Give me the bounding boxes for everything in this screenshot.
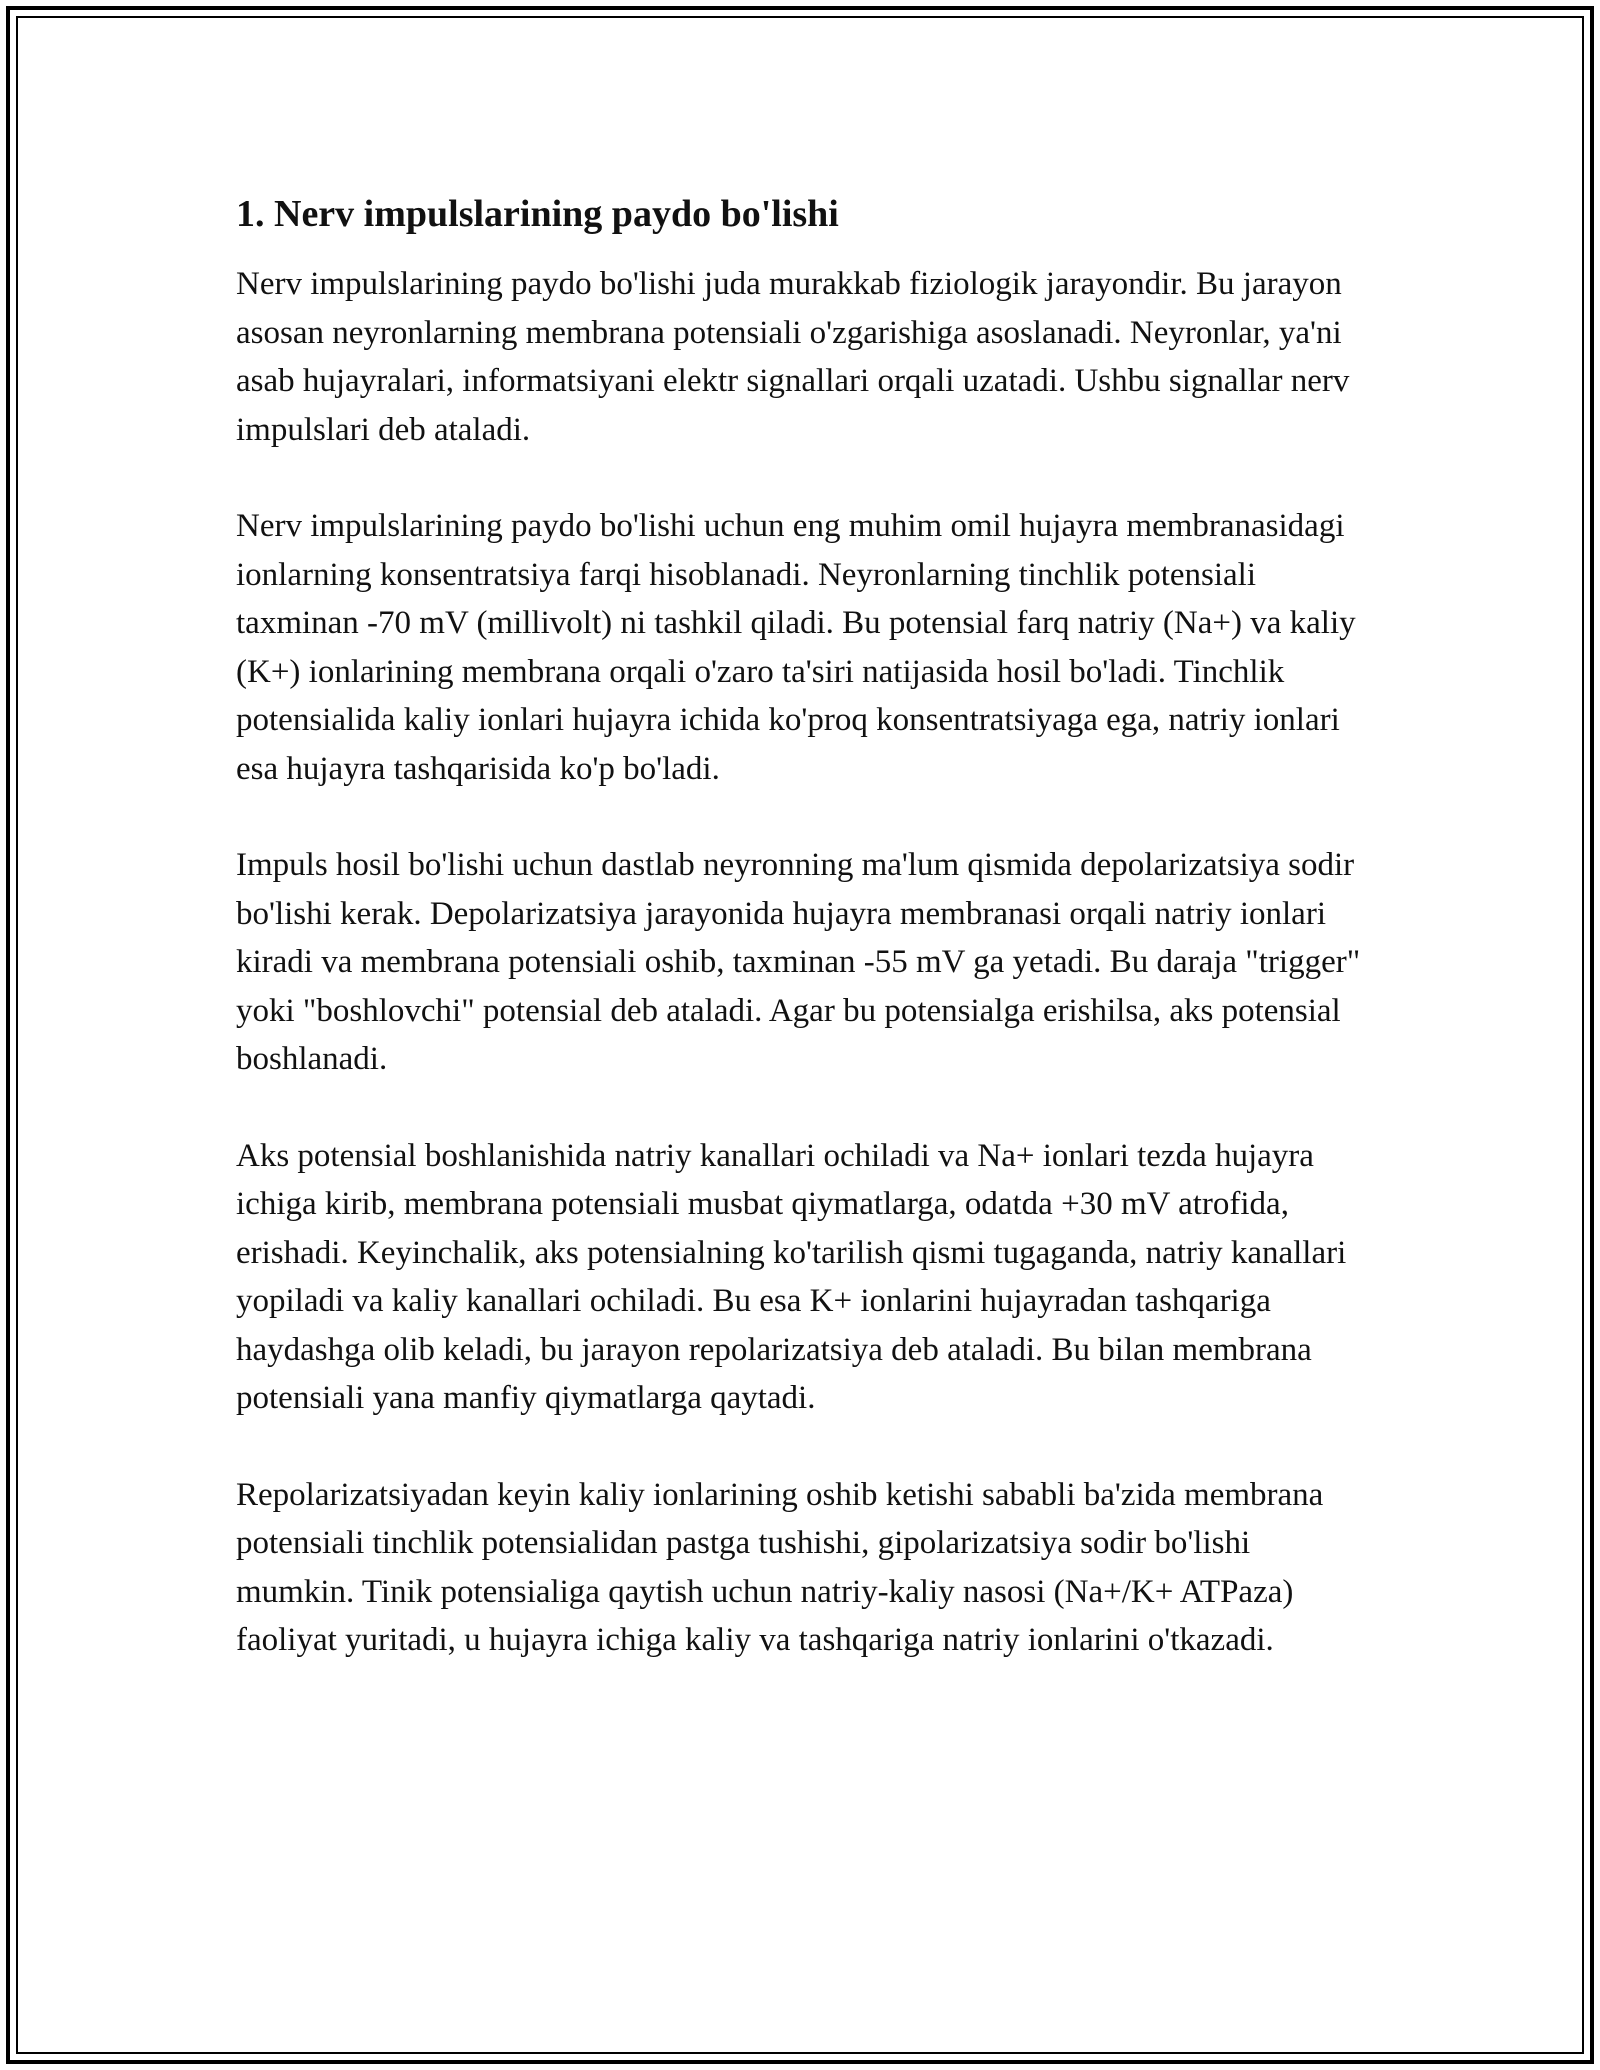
paragraph-2: Nerv impulslarining paydo bo'lishi uchun eng muhim omil hujayra membranasidagi ionlarning konsentratsiya farqi hisoblanadi. Neyronlarning tinchlik potensiali taxminan -70 mV (millivolt) ni tashkil qiladi. Bu potensial farq natriy (Na+) va kaliy (K+) ionlarining membrana orqali o'zaro ta'siri natijasida hosil bo'ladi. Tinchlik potensialida kaliy ionlari hujayra ichida ko'proq konsentratsiyaga ega, natriy ionlari esa hujayra tashqarisida ko'p bo'ladi. [236, 508, 1356, 787]
section-heading: 1. Nerv impulslarining paydo bo'lishi [236, 193, 839, 235]
paragraph-1: Nerv impulslarining paydo bo'lishi juda murakkab fiziologik jarayondir. Bu jarayon asosan neyronlarning membrana potensiali o'zgarishiga asoslanadi. Neyronlar, ya'ni asab hujayralari, informatsiyani elektr signallari orqali uzatadi. Ushbu signallar nerv impulslari deb ataladi. [236, 266, 1350, 448]
paragraph-4: Aks potensial boshlanishida natriy kanallari ochiladi va Na+ ionlari tezda hujayra ichiga kirib, membrana potensiali musbat qiymatlarga, odatda +30 mV atrofida, erishadi. Keyinchalik, aks potensialning ko'tarilish qismi tugaganda, natriy kanallari yopiladi va kaliy kanallari ochiladi. Bu esa K+ ionlarini hujayradan tashqariga haydashga olib keladi, bu jarayon repolarizatsiya deb ataladi. Bu bilan membrana potensiali yana manfiy qiymatlarga qaytadi. [236, 1137, 1347, 1416]
document-body [236, 186, 1376, 1713]
paragraph-5: Repolarizatsiyadan keyin kaliy ionlarining oshib ketishi sababli ba'zida membrana potensiali tinchlik potensialidan pastga tushishi, gipolarizatsiya sodir bo'lishi mumkin. Tinik potensialiga qaytish uchun natriy-kaliy nasosi (Na+/K+ ATPaza) faoliyat yuritadi, u hujayra ichiga kaliy va tashqariga natriy ionlarini o'tkazadi. [236, 1476, 1324, 1658]
paragraph-3: Impuls hosil bo'lishi uchun dastlab neyronning ma'lum qismida depolarizatsiya sodir bo'lishi kerak. Depolarizatsiya jarayonida hujayra membranasi orqali natriy ionlari kiradi va membrana potensiali oshib, taxminan -55 mV ga yetadi. Bu daraja "trigger" yoki "boshlovchi" potensial deb ataladi. Agar bu potensialga erishilsa, aks potensial boshlanadi. [236, 847, 1361, 1077]
